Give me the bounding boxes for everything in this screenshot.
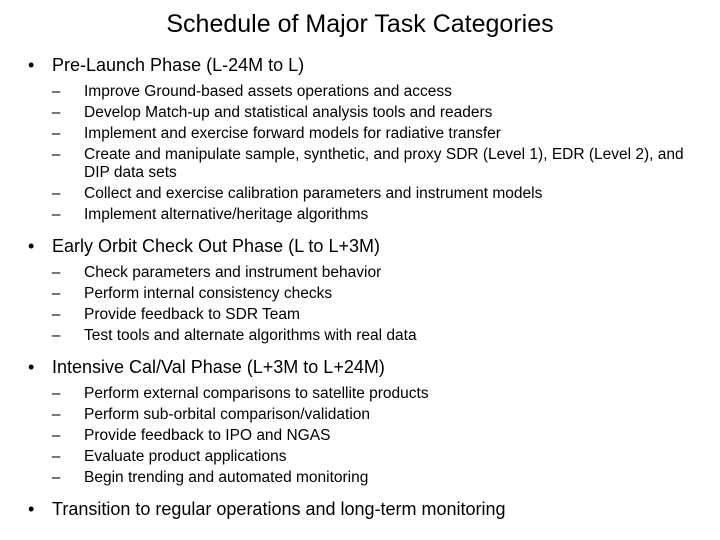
task-text: Evaluate product applications xyxy=(84,448,287,465)
task-text: Develop Match-up and statistical analysis tools and readers xyxy=(84,104,493,121)
bullet-marker: • xyxy=(28,55,35,75)
task-item xyxy=(28,306,698,324)
dash-marker: – xyxy=(51,146,61,163)
phase-label: Early Orbit Check Out Phase (L to L+3M) xyxy=(52,236,380,256)
task-text: Perform external comparisons to satellite products xyxy=(84,385,429,402)
task-item xyxy=(28,206,698,224)
dash-marker: – xyxy=(51,83,61,100)
phase-section xyxy=(28,498,698,520)
dash-marker: – xyxy=(51,469,61,486)
task-item xyxy=(28,185,698,203)
slide-title: Schedule of Major Task Categories xyxy=(166,10,554,38)
dash-marker: – xyxy=(51,327,61,344)
dash-marker: – xyxy=(51,427,61,444)
task-item xyxy=(28,406,698,424)
task-item xyxy=(28,427,698,445)
dash-marker: – xyxy=(51,448,61,465)
task-item xyxy=(28,146,698,182)
dash-marker: – xyxy=(51,264,61,281)
bullet-marker: • xyxy=(28,236,35,256)
phase-label: Pre-Launch Phase (L-24M to L) xyxy=(52,55,305,75)
task-text: Perform sub-orbital comparison/validation xyxy=(84,406,371,423)
phase-bullet xyxy=(28,235,698,257)
phase-section xyxy=(28,54,698,224)
task-text: Perform internal consistency checks xyxy=(84,285,333,302)
task-item xyxy=(28,385,698,403)
task-item xyxy=(28,448,698,466)
phase-bullet xyxy=(28,498,698,520)
task-item xyxy=(28,104,698,122)
phase-label: Transition to regular operations and long-term monitoring xyxy=(52,499,506,519)
dash-marker: – xyxy=(51,306,61,323)
phase-section xyxy=(28,235,698,345)
dash-marker: – xyxy=(51,285,61,302)
task-text: Provide feedback to SDR Team xyxy=(84,306,300,323)
slide-content xyxy=(28,54,698,520)
task-item xyxy=(28,125,698,143)
task-item xyxy=(28,264,698,282)
task-text: Check parameters and instrument behavior xyxy=(84,264,382,281)
task-item xyxy=(28,83,698,101)
dash-marker: – xyxy=(51,385,61,402)
dash-marker: – xyxy=(51,185,61,202)
dash-marker: – xyxy=(51,406,61,423)
phase-label: Intensive Cal/Val Phase (L+3M to L+24M) xyxy=(52,357,385,377)
task-item xyxy=(28,285,698,303)
task-text: Test tools and alternate algorithms with real data xyxy=(84,327,417,344)
bullet-marker: • xyxy=(28,357,35,377)
task-item xyxy=(28,327,698,345)
dash-marker: – xyxy=(51,206,61,223)
task-text: Implement and exercise forward models for radiative transfer xyxy=(84,125,501,142)
task-list xyxy=(28,385,698,487)
dash-marker: – xyxy=(51,125,61,142)
task-text: Begin trending and automated monitoring xyxy=(84,469,369,486)
dash-marker: – xyxy=(51,104,61,121)
task-text: Create and manipulate sample, synthetic, and proxy SDR (Level 1), EDR (Level 2), and DIP data sets xyxy=(84,146,684,181)
task-text: Improve Ground-based assets operations and access xyxy=(84,83,452,100)
bullet-marker: • xyxy=(28,499,35,519)
phase-bullet xyxy=(28,54,698,76)
task-text: Implement alternative/heritage algorithms xyxy=(84,206,369,223)
task-item xyxy=(28,469,698,487)
task-text: Provide feedback to IPO and NGAS xyxy=(84,427,331,444)
phase-bullet xyxy=(28,356,698,378)
task-list xyxy=(28,264,698,345)
phase-section xyxy=(28,356,698,487)
task-list xyxy=(28,83,698,224)
task-text: Collect and exercise calibration parameters and instrument models xyxy=(84,185,543,202)
